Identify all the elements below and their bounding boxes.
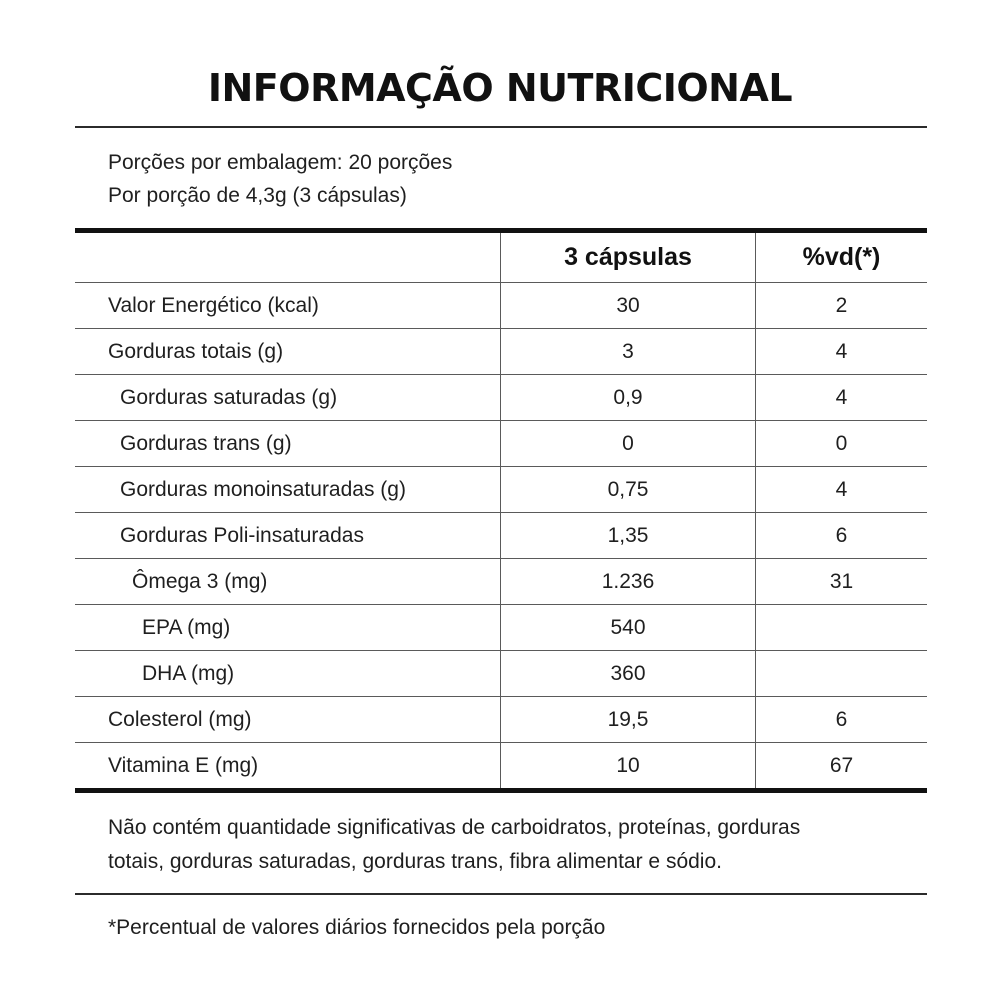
row-amount: 1.236 bbox=[500, 559, 755, 604]
table-row-epa bbox=[75, 604, 927, 650]
daily-value-footnote: *Percentual de valores diários fornecidos pela porção bbox=[108, 916, 606, 939]
header-label bbox=[75, 233, 500, 282]
table-row-dha bbox=[75, 650, 927, 696]
top-divider bbox=[75, 126, 927, 128]
table-header-row bbox=[75, 233, 927, 282]
table-row-trans-fat bbox=[75, 420, 927, 466]
row-daily-value: 31 bbox=[755, 559, 927, 604]
note-line-2: totais, gorduras saturadas, gorduras trans, fibra alimentar e sódio. bbox=[108, 850, 722, 873]
row-daily-value bbox=[755, 651, 927, 696]
row-daily-value: 4 bbox=[755, 375, 927, 420]
row-label: Valor Energético (kcal) bbox=[108, 293, 319, 317]
row-amount: 3 bbox=[500, 329, 755, 374]
header-daily-value: %vd(*) bbox=[755, 233, 927, 282]
row-label: Gorduras monoinsaturadas (g) bbox=[120, 477, 406, 501]
serving-info bbox=[108, 146, 452, 212]
row-label: DHA (mg) bbox=[142, 661, 235, 685]
row-daily-value: 0 bbox=[755, 421, 927, 466]
nutrition-note bbox=[108, 811, 908, 879]
row-label: Gorduras Poli-insaturadas bbox=[120, 523, 364, 547]
nutrition-table bbox=[75, 228, 927, 793]
row-daily-value bbox=[755, 605, 927, 650]
row-amount: 540 bbox=[500, 605, 755, 650]
page-title: INFORMAÇÃO NUTRICIONAL bbox=[207, 66, 793, 110]
row-label: Colesterol (mg) bbox=[108, 707, 252, 731]
bottom-divider bbox=[75, 893, 927, 895]
row-daily-value: 2 bbox=[755, 283, 927, 328]
table-row-vitamin-e bbox=[75, 742, 927, 788]
header-amount: 3 cápsulas bbox=[500, 233, 755, 282]
table-row-omega-3 bbox=[75, 558, 927, 604]
row-label: Gorduras trans (g) bbox=[120, 431, 292, 455]
row-daily-value: 6 bbox=[755, 513, 927, 558]
row-label: Gorduras saturadas (g) bbox=[120, 385, 338, 409]
row-amount: 1,35 bbox=[500, 513, 755, 558]
table-row-total-fat bbox=[75, 328, 927, 374]
row-amount: 30 bbox=[500, 283, 755, 328]
table-row-cholesterol bbox=[75, 696, 927, 742]
servings-per-package: Porções por embalagem: 20 porções bbox=[108, 151, 453, 174]
row-label: Vitamina E (mg) bbox=[108, 753, 259, 777]
table-row-energy bbox=[75, 282, 927, 328]
row-label: Gorduras totais (g) bbox=[108, 339, 284, 363]
row-amount: 360 bbox=[500, 651, 755, 696]
table-row-monounsaturated-fat bbox=[75, 466, 927, 512]
table-row-saturated-fat bbox=[75, 374, 927, 420]
row-label: EPA (mg) bbox=[142, 615, 231, 639]
row-amount: 10 bbox=[500, 743, 755, 788]
row-amount: 0,9 bbox=[500, 375, 755, 420]
row-daily-value: 67 bbox=[755, 743, 927, 788]
row-amount: 0,75 bbox=[500, 467, 755, 512]
row-daily-value: 4 bbox=[755, 467, 927, 512]
row-daily-value: 4 bbox=[755, 329, 927, 374]
row-label: Ômega 3 (mg) bbox=[132, 569, 268, 593]
serving-size: Por porção de 4,3g (3 cápsulas) bbox=[108, 184, 407, 207]
row-amount: 19,5 bbox=[500, 697, 755, 742]
table-row-polyunsaturated-fat bbox=[75, 512, 927, 558]
note-line-1: Não contém quantidade significativas de carboidratos, proteínas, gorduras bbox=[108, 816, 801, 839]
row-daily-value: 6 bbox=[755, 697, 927, 742]
row-amount: 0 bbox=[500, 421, 755, 466]
